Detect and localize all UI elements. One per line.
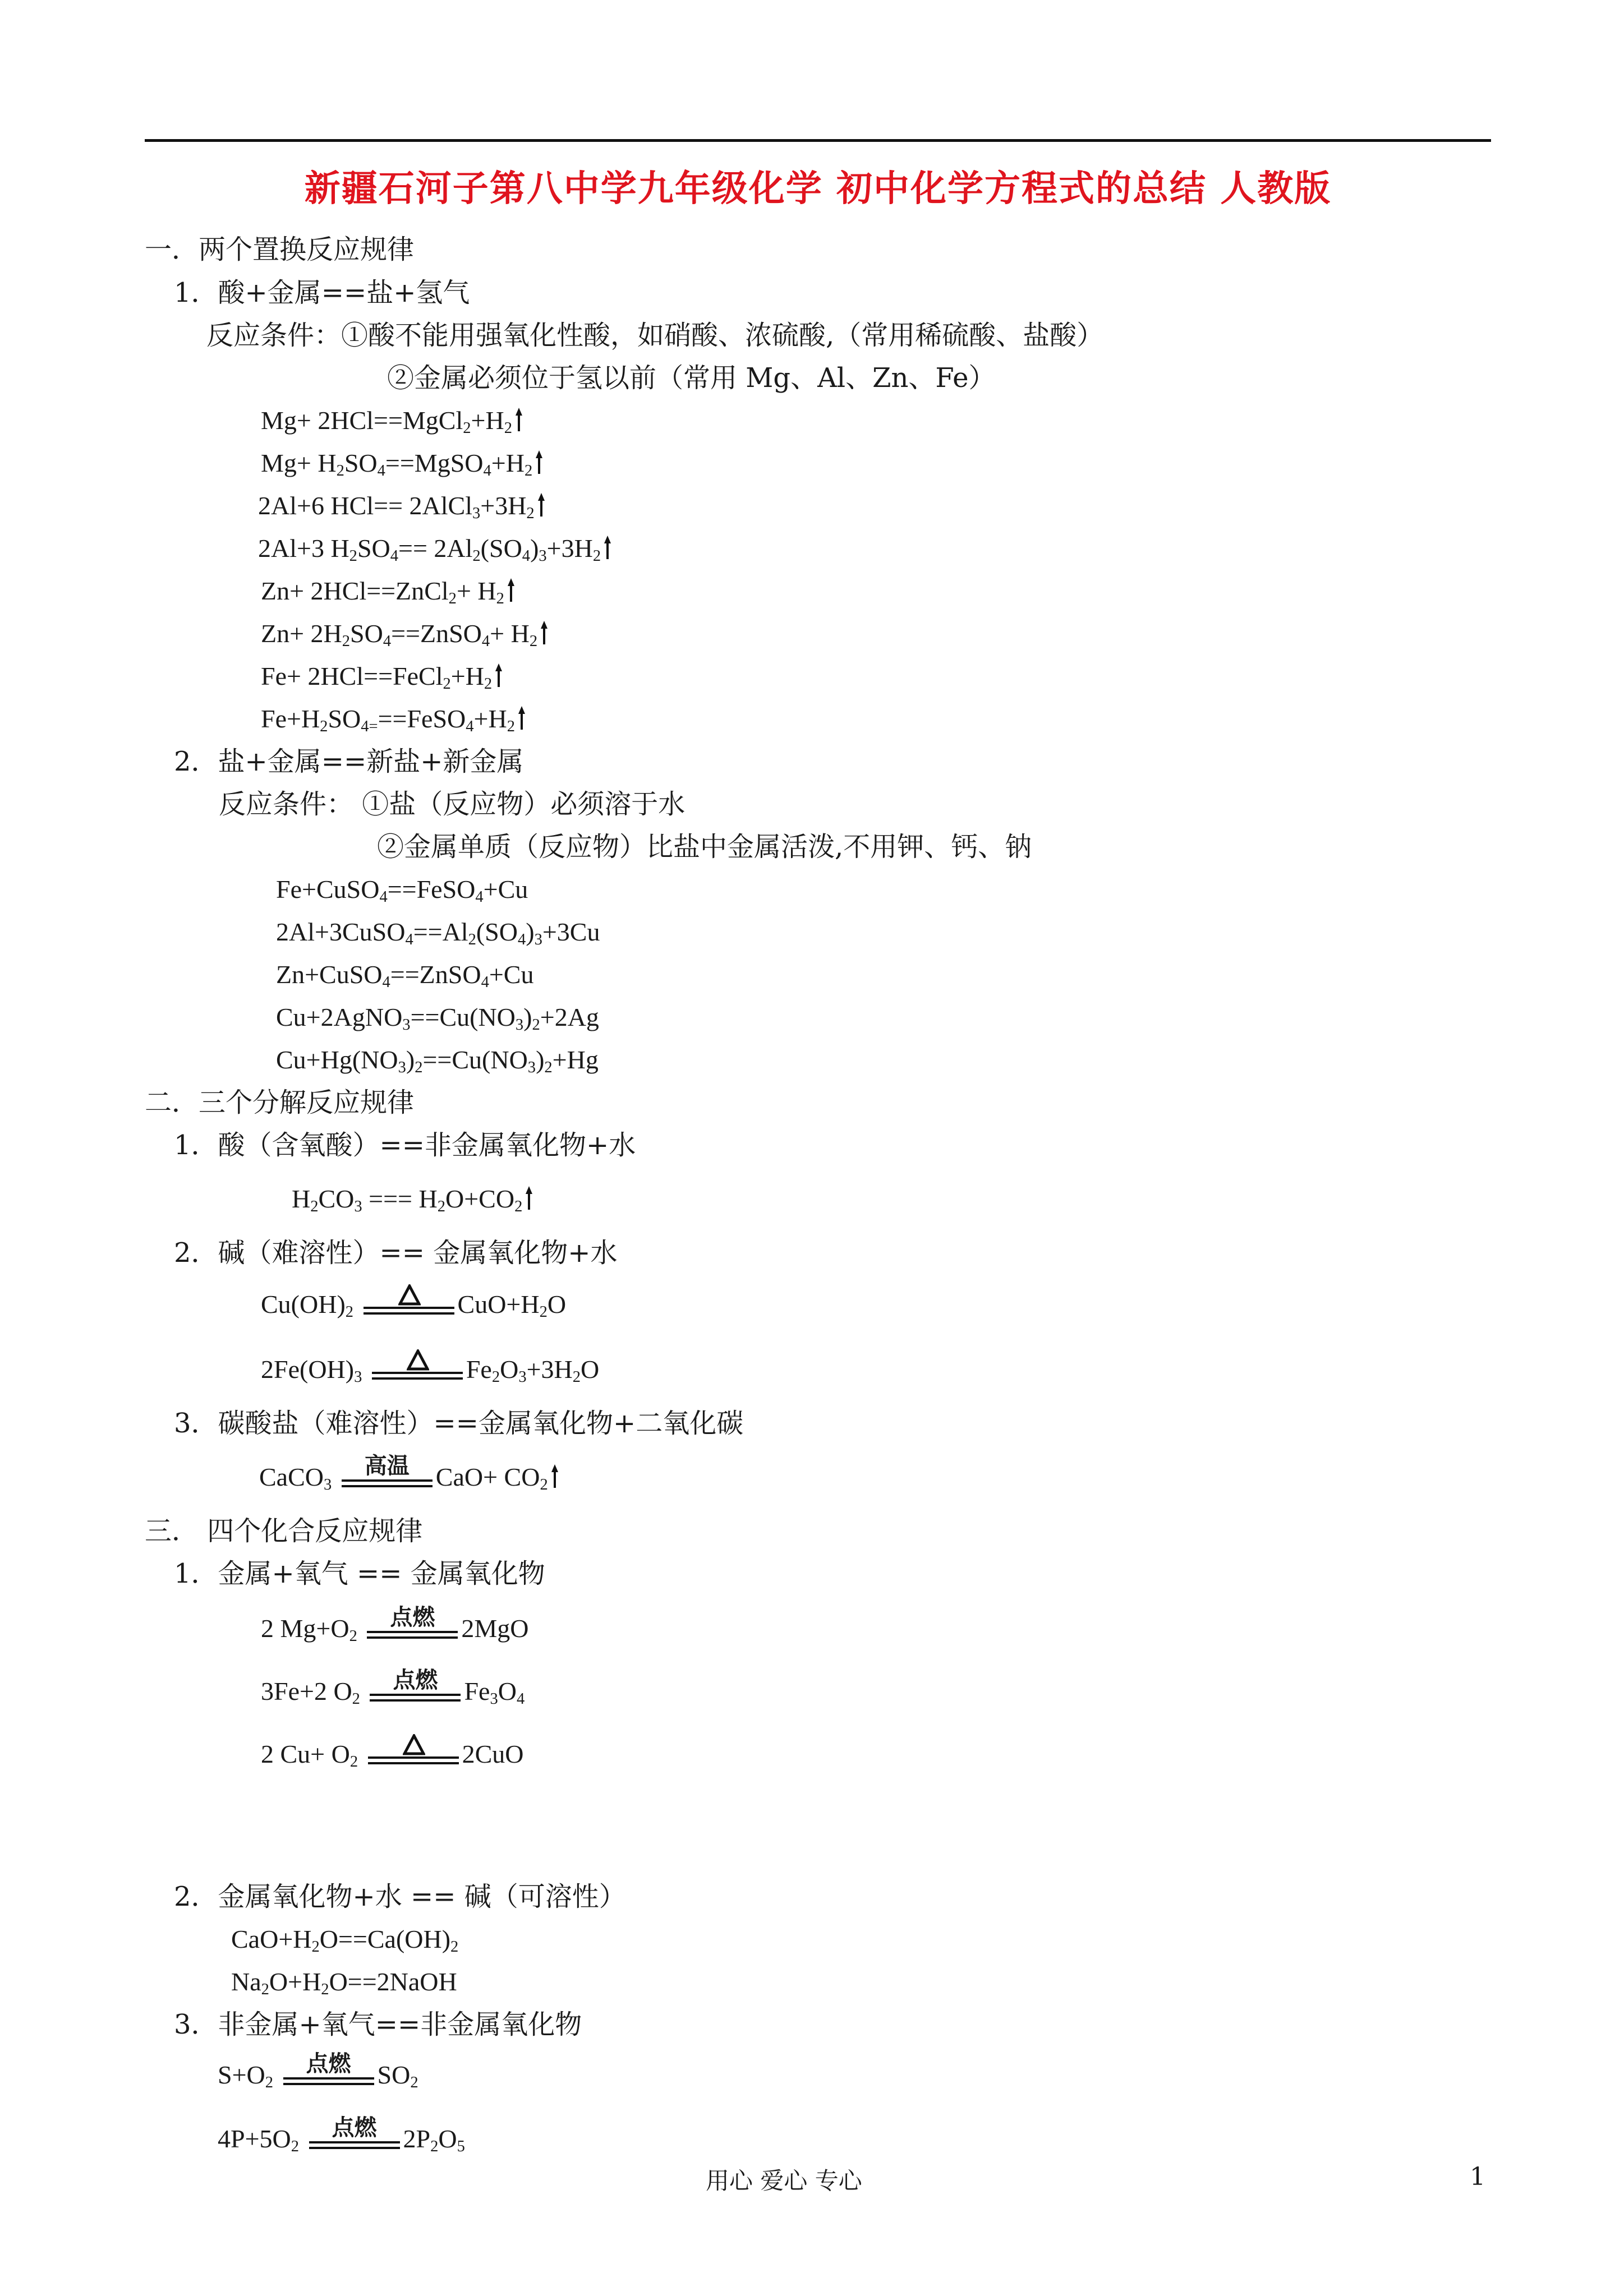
reaction-condition: 反应条件：①酸不能用强氧化性酸，如硝酸、浓硫酸,（常用稀硫酸、盐酸） [206,320,1104,351]
equation: $Na_2O+H_2O==2NaOH$ [231,1967,457,1999]
equation: $H_2CO_3$ === $H_2O+CO_2$ [292,1182,533,1216]
equation: 2 $Cu+ O_2$ 2CuO [261,1737,524,1771]
equation: $2Al+3CuSO_4==Al_2(SO_4)_3+3Cu$ [276,918,600,949]
reaction-condition-mark [339,1453,435,1494]
equation: Zn+ 2HCl==ZnCl$_2$+ $H_2$ [261,574,516,608]
reaction-condition-mark [281,2051,376,2092]
gas-arrow-icon [507,577,516,603]
header-rule [145,139,1491,142]
gas-arrow-icon [537,492,546,518]
gas-arrow-icon [525,1185,533,1211]
equation: $S+O_2$ 点燃 $SO_2$ [218,2051,418,2092]
condition-label: 点燃 [306,2051,351,2077]
reaction-condition-mark [361,1288,457,1321]
section-heading: 二．三个分解反应规律 [145,1087,415,1118]
equation: $Zn+ 2H_2SO_4==ZnSO_4+ H_2$ [261,617,549,651]
reaction-condition-mark [367,1667,463,1708]
heat-icon [407,1349,429,1371]
equation: $4P+5O_2$ 点燃 $2P_2O_5$ [218,2115,465,2156]
condition-label: 点燃 [332,2115,377,2141]
equation: Fe+CuSO$_4$==FeSO$_4$+Cu [276,875,528,906]
equation: $Fe+H_2SO_{4=}==FeSO_4+H_2$ [261,702,526,736]
section-heading: 三． 四个化合反应规律 [145,1515,423,1547]
rule-heading: 2．盐+金属==新盐+新金属 [174,746,524,777]
rule-heading: 3．碳酸盐（难溶性）==金属氧化物+二氧化碳 [174,1408,744,1439]
reaction-condition-mark [307,2115,402,2156]
equation: 2Al+6 $HCl== 2AlCl_3+3H_2$ [258,489,546,523]
equation: $2Fe(OH)_3$ $Fe_2O_3+3H_2O$ [261,1353,599,1386]
gas-arrow-icon [514,407,523,432]
rule-heading: 1．金属+氧气 == 金属氧化物 [174,1558,545,1589]
equation: 2Al+3 $H_2SO_4== 2Al_2(SO_4)_3+3H_2$ [258,532,612,565]
gas-arrow-icon [603,534,612,560]
rule-heading: 2．碱（难溶性）== 金属氧化物+水 [174,1237,618,1269]
heat-icon [398,1284,421,1306]
rule-heading: 2．金属氧化物+水 == 碱（可溶性） [174,1881,626,1912]
rule-heading: 1．酸（含氧酸）==非金属氧化物+水 [174,1129,636,1161]
gas-arrow-icon [540,620,549,646]
reaction-condition-mark [366,1737,461,1771]
rule-heading: 1．酸+金属==盐+氢气 [174,277,470,308]
gas-arrow-icon [550,1463,559,1489]
equation: $CaO+H_2O==Ca(OH)_2$ [231,1925,459,1956]
equation: CaCO$_3$ 高温 $CaO+ CO_2$ [259,1460,559,1494]
gas-arrow-icon [535,449,544,475]
section-heading: 一．两个置换反应规律 [145,234,415,265]
reaction-condition: ②金属单质（反应物）比盐中金属活泼,不用钾、钙、钠 [377,831,1032,863]
equation: $Fe+ 2HCl==FeCl_2+H_2$ [261,660,503,693]
equation: Zn+CuSO$_4$==ZnSO$_4$+Cu [276,960,534,992]
page-footer: 用心 爱心 专心 [706,2167,862,2194]
reaction-condition: 反应条件： ①盐（反应物）必须溶于水 [219,789,686,820]
reaction-condition-mark [370,1353,465,1386]
equation: $Cu+Hg(NO_3)_2==Cu(NO_3)_2+Hg$ [276,1045,599,1077]
condition-label: 点燃 [393,1667,438,1693]
condition-label: 高温 [364,1453,410,1479]
heat-icon [403,1734,425,1755]
condition-label: 点燃 [390,1605,435,1630]
reaction-condition-mark [365,1605,460,1645]
equation: $Mg+ H_2SO_4==MgSO_4+H_2$ [261,446,544,480]
equation: $Mg+ 2HCl==MgCl_2+H_2$ [261,404,523,437]
gas-arrow-icon [494,662,503,688]
page-title: 新疆石河子第八中学九年级化学 初中化学方程式的总结 人教版 [304,168,1332,210]
equation: $Cu(OH)_2$ $CuO+H_2O$ [261,1288,566,1321]
equation: $Cu+2AgNO_3==Cu(NO_3)_2+2Ag$ [276,1003,599,1034]
gas-arrow-icon [517,705,526,731]
page-number: 1 [1470,2163,1485,2191]
equation: 2 $Mg+O_2$ 点燃 2MgO [261,1605,529,1645]
equation: 3Fe+2 $O_2$ 点燃 $Fe_3O_4$ [261,1667,525,1708]
rule-heading: 3．非金属+氧气==非金属氧化物 [174,2009,582,2040]
reaction-condition: ②金属必须位于氢以前（常用 Mg、Al、Zn、Fe） [387,362,996,394]
